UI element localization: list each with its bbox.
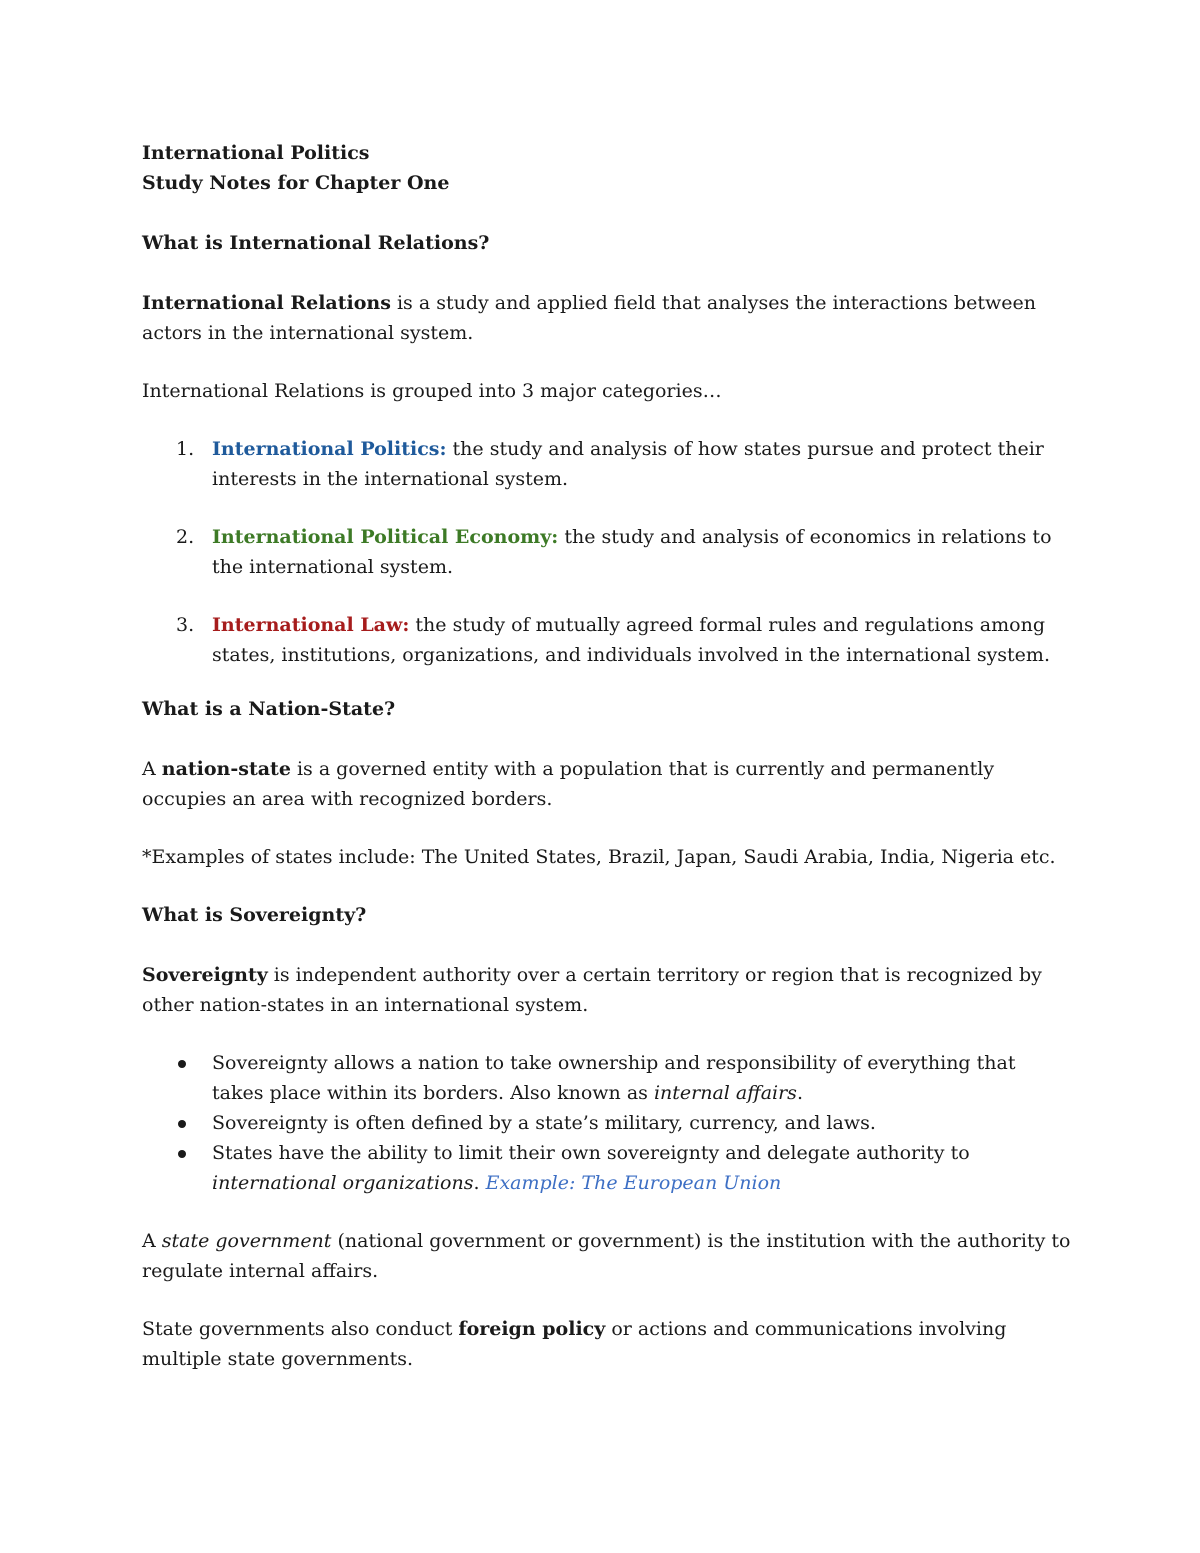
list-number: 1. [176, 438, 195, 460]
bullet-text: States have the ability to limit their own sovereignty and delegate authority to [212, 1142, 970, 1164]
heading-sovereignty: What is Sovereignty? [142, 904, 367, 926]
foreign-policy-text: or actions and communications involving multiple state governments. [142, 1318, 1007, 1370]
bullet-icon [178, 1150, 186, 1158]
state-government-text: (national government or government) is the institution with the authority to regulate internal affairs. [142, 1230, 1071, 1282]
list-item [142, 522, 1072, 582]
bullet-text-end: . [796, 1082, 803, 1104]
nation-state-examples: *Examples of states include: The United States, Brazil, Japan, Saudi Arabia, India, Nigeria etc. [142, 846, 1056, 868]
list-item [142, 610, 1072, 670]
category-term-politics: International Politics: [212, 438, 447, 460]
heading-international-relations: What is International Relations? [142, 232, 490, 254]
nation-state-term: nation-state [161, 758, 291, 780]
list-item [142, 1108, 1072, 1138]
sovereignty-term: Sovereignty [142, 964, 268, 986]
list-item [142, 1138, 1072, 1198]
list-item [142, 1048, 1072, 1108]
nation-state-prefix: A [142, 758, 162, 780]
bullet-text: Sovereignty is often defined by a state’s military, currency, and laws. [212, 1112, 876, 1134]
foreign-policy-prefix: State governments also conduct [142, 1318, 459, 1340]
category-text: the study and analysis of how states pursue and protect their interests in the international system. [212, 438, 1044, 490]
foreign-policy-term: foreign policy [458, 1318, 606, 1340]
categories-list [142, 434, 1072, 670]
list-number: 2. [176, 526, 195, 548]
foreign-policy-paragraph [142, 1314, 1072, 1374]
sovereignty-bullets [142, 1048, 1072, 1198]
category-text: the study and analysis of economics in relations to the international system. [212, 526, 1052, 578]
category-term-political-economy: International Political Economy: [212, 526, 559, 548]
european-union-example-link[interactable]: Example: The European Union [485, 1172, 782, 1194]
sovereignty-definition [142, 960, 1072, 1020]
document-subtitle: Study Notes for Chapter One [142, 172, 450, 194]
nation-state-text: is a governed entity with a population that is currently and permanently occupies an area with recognized borders. [142, 758, 995, 810]
state-government-paragraph [142, 1226, 1072, 1286]
sovereignty-text: is independent authority over a certain territory or region that is recognized by other nation-states in an international system. [142, 964, 1042, 1016]
bullet-icon [178, 1060, 186, 1068]
ir-intro: International Relations is grouped into 3 major categories… [142, 380, 722, 402]
international-organizations-term: international organizations [212, 1172, 474, 1194]
document-title: International Politics [142, 142, 370, 164]
state-government-term: state government [161, 1230, 332, 1252]
internal-affairs-term: internal affairs [653, 1082, 797, 1104]
category-text: the study of mutually agreed formal rules and regulations among states, institutions, organizations, and individuals involved in the international system. [212, 614, 1050, 666]
category-term-law: International Law: [212, 614, 410, 636]
list-item [142, 434, 1072, 494]
document-page [142, 138, 1072, 1374]
heading-nation-state: What is a Nation-State? [142, 698, 396, 720]
list-number: 3. [176, 614, 195, 636]
bullet-text: Sovereignty allows a nation to take ownership and responsibility of everything that takes place within its borders. Also known as [212, 1052, 1016, 1104]
ir-definition-term: International Relations [142, 292, 391, 314]
bullet-icon [178, 1120, 186, 1128]
bullet-text-mid: . [473, 1172, 486, 1194]
state-government-prefix: A [142, 1230, 162, 1252]
ir-definition [142, 288, 1072, 348]
ir-definition-text: is a study and applied field that analyses the interactions between actors in the international system. [142, 292, 1036, 344]
nation-state-definition [142, 754, 1072, 814]
